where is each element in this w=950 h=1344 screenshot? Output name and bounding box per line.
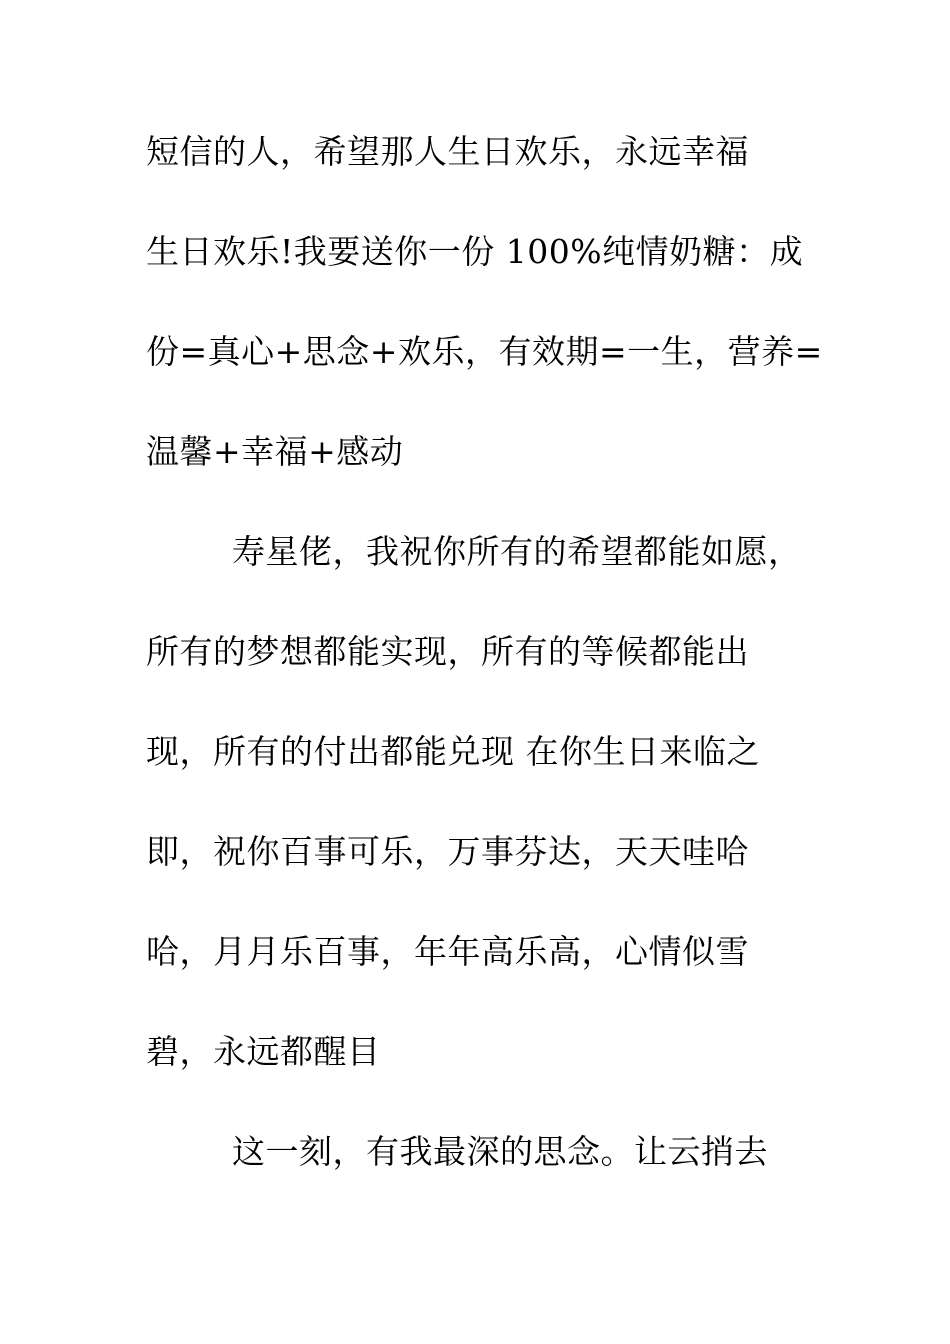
text-line: 温馨+幸福+感动 [146, 432, 404, 471]
text-line: 现，所有的付出都能兑现 在你生日来临之 [146, 732, 760, 771]
paragraph-start-line: 这一刻，有我最深的思念。让云捎去 [232, 1132, 768, 1171]
paragraph-start-line: 寿星佬，我祝你所有的希望都能如愿， [232, 532, 802, 571]
text-line: 即，祝你百事可乐，万事芬达，天天哇哈 [146, 832, 749, 871]
text-line: 份=真心+思念+欢乐，有效期=一生，营养= [146, 332, 823, 371]
text-line: 哈，月月乐百事，年年高乐高，心情似雪 [146, 932, 749, 971]
text-line: 短信的人，希望那人生日欢乐，永远幸福 [146, 132, 749, 171]
text-line: 生日欢乐!我要送你一份 100%纯情奶糖：成 [146, 232, 804, 271]
text-line: 碧，永远都醒目 [146, 1032, 381, 1071]
text-line: 所有的梦想都能实现，所有的等候都能出 [146, 632, 749, 671]
